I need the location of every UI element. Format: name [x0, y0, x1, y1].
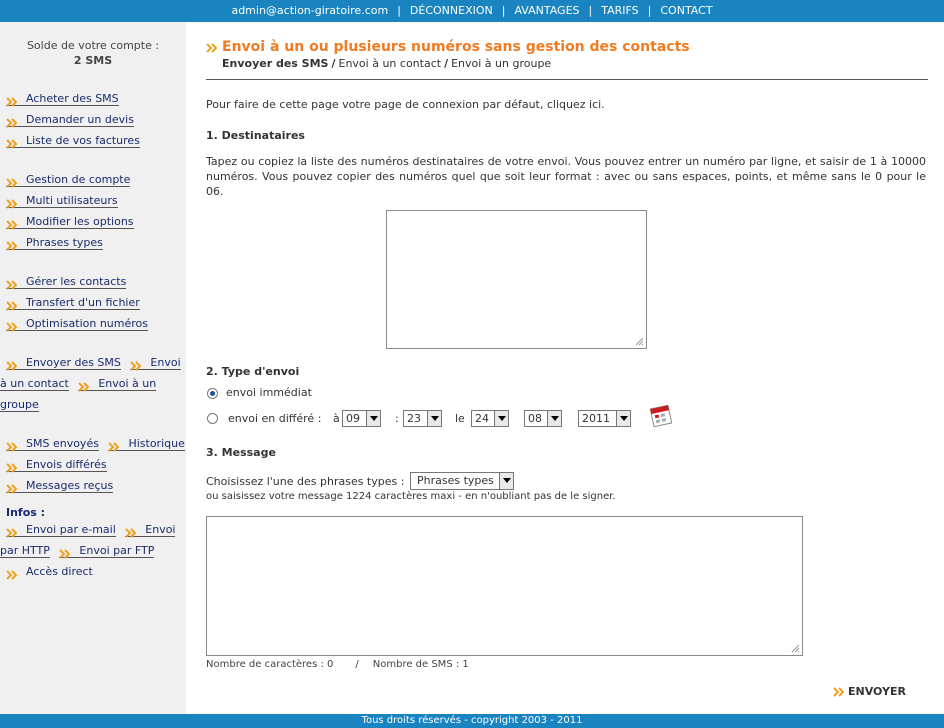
sms-count: Nombre de SMS : 1	[372, 659, 469, 670]
chevron-down-icon	[616, 411, 630, 426]
avantages-link[interactable]: AVANTAGES	[514, 4, 580, 17]
subnav-send-contact[interactable]: Envoi à un contact	[338, 57, 442, 70]
radio-deferred-label: envoi en différé :	[228, 412, 322, 425]
day-select[interactable]: 24	[471, 410, 509, 427]
at-label: à	[333, 412, 340, 425]
copyright-text: Tous droits réservés - copyright 2003 - 2011	[361, 715, 583, 726]
sidebar-item-direct-access[interactable]: Accès direct	[6, 565, 93, 578]
double-chevron-icon	[6, 199, 18, 209]
double-chevron-icon	[833, 687, 845, 697]
sidebar-item-deferred[interactable]: Envois différés	[6, 458, 107, 472]
double-chevron-icon	[108, 442, 120, 452]
breadcrumb: Envoyer des SMS / Envoi à un contact / Envoi à un groupe	[222, 57, 552, 70]
account-email: admin@action-giratoire.com	[231, 4, 389, 17]
chevron-down-icon	[547, 411, 561, 426]
radio-immediate-row	[206, 384, 928, 406]
double-chevron-icon	[6, 97, 18, 107]
minute-select[interactable]: 23	[403, 410, 442, 427]
nav-group-purchase	[0, 88, 186, 151]
top-bar: admin@action-giratoire.com | DÉCONNEXION | AVANTAGES | TARIFS | CONTACT	[0, 0, 944, 22]
double-chevron-icon	[6, 463, 18, 473]
footer	[0, 714, 944, 728]
sidebar-item-send-sms[interactable]: Envoyer des SMS	[6, 356, 121, 370]
sidebar-item-contacts[interactable]: Gérer les contacts	[6, 275, 126, 289]
month-select[interactable]: 08	[524, 410, 562, 427]
sidebar-item-email[interactable]: Envoi par e-mail	[6, 523, 116, 537]
sidebar-item-number-optimization[interactable]: Optimisation numéros	[6, 317, 148, 331]
chevron-down-icon	[499, 473, 513, 489]
message-hint: ou saisissez votre message 1224 caractères maxi - en n'oubliant pas de le signer.	[206, 491, 616, 502]
sidebar-item-buy-sms[interactable]: Acheter des SMS	[6, 92, 119, 106]
recipients-textarea[interactable]	[386, 210, 647, 349]
radio-immediate-label: envoi immédiat	[226, 386, 312, 399]
logout-link[interactable]: DÉCONNEXION	[409, 4, 493, 17]
sidebar-item-phrases[interactable]: Phrases types	[6, 236, 103, 250]
sidebar-item-options[interactable]: Modifier les options	[6, 215, 134, 229]
radio-deferred[interactable]	[207, 413, 218, 424]
sidebar-item-send-contact[interactable]: Envoi à un contact	[0, 356, 181, 390]
double-chevron-icon	[6, 484, 18, 494]
sidebar-item-multi-users[interactable]: Multi utilisateurs	[6, 194, 118, 208]
message-counters: Nombre de caractères : 0 / Nombre de SMS : 1	[206, 659, 469, 670]
phrases-label: Choisissez l'une des phrases types :	[206, 475, 405, 488]
sidebar-item-account[interactable]: Gestion de compte	[6, 173, 130, 187]
double-chevron-icon	[6, 570, 18, 580]
double-chevron-icon	[6, 139, 18, 149]
nav-group-contacts	[0, 271, 186, 334]
recipients-description: Tapez ou copiez la liste des numéros destinataires de votre envoi. Vous pouvez entrer un numéro par ligne, et saisir de 1 à 10000 numéros. Vous pouvez copier des numéros quel que soit leur format : avec ou sans espaces, points, et même sans le 0 pour le 06.	[206, 155, 926, 198]
sidebar-item-received[interactable]: Messages reçus	[6, 479, 113, 493]
double-chevron-icon	[125, 528, 137, 538]
sidebar-item-history[interactable]: Historique	[108, 437, 184, 451]
double-chevron-icon	[6, 220, 18, 230]
resize-grip-icon[interactable]	[791, 644, 800, 653]
infos-heading: Infos :	[6, 506, 46, 519]
resize-grip-icon[interactable]	[635, 337, 644, 346]
double-chevron-icon	[206, 43, 218, 53]
chevron-down-icon	[494, 411, 508, 426]
sidebar-item-http[interactable]: Envoi par HTTP	[0, 523, 176, 557]
double-chevron-icon	[130, 361, 142, 371]
section-type-title: 2. Type d'envoi	[206, 365, 300, 378]
nav-group-infos	[0, 519, 186, 561]
double-chevron-icon	[6, 442, 18, 452]
sidebar-item-file-transfer[interactable]: Transfert d'un fichier	[6, 296, 140, 310]
send-button[interactable]: ENVOYER	[833, 685, 906, 698]
section-message-title: 3. Message	[206, 446, 276, 459]
double-chevron-icon	[6, 178, 18, 188]
page-title: Envoi à un ou plusieurs numéros sans gestion des contacts	[206, 39, 928, 55]
calendar-icon[interactable]	[648, 402, 674, 428]
phrases-select[interactable]: Phrases types	[410, 472, 514, 490]
sidebar-item-send-group[interactable]: Envoi à un groupe	[0, 377, 157, 411]
set-default-page-link[interactable]: Pour faire de cette page votre page de connexion par défaut, cliquez ici.	[206, 98, 605, 111]
contact-link[interactable]: CONTACT	[660, 4, 713, 17]
balance-value: 2 SMS	[73, 54, 113, 67]
year-select[interactable]: 2011	[578, 410, 631, 427]
radio-deferred-row	[206, 408, 928, 430]
double-chevron-icon	[78, 382, 90, 392]
nav-group-send	[0, 352, 186, 415]
double-chevron-icon	[6, 280, 18, 290]
section-recipients-title: 1. Destinataires	[206, 129, 305, 142]
sidebar-item-ftp[interactable]: Envoi par FTP	[59, 544, 154, 558]
colon-label: :	[395, 412, 399, 425]
sidebar	[0, 22, 186, 714]
double-chevron-icon	[6, 301, 18, 311]
main-content	[206, 22, 928, 698]
account-balance	[0, 38, 186, 68]
message-textarea[interactable]	[206, 516, 803, 656]
double-chevron-icon	[6, 322, 18, 332]
subnav-send-sms[interactable]: Envoyer des SMS	[222, 57, 329, 70]
le-label: le	[455, 412, 465, 425]
double-chevron-icon	[59, 549, 71, 559]
char-count: Nombre de caractères : 0	[206, 659, 334, 670]
radio-immediate[interactable]	[207, 388, 218, 399]
double-chevron-icon	[6, 361, 18, 371]
sidebar-item-quote[interactable]: Demander un devis	[6, 113, 134, 127]
tarifs-link[interactable]: TARIFS	[601, 4, 639, 17]
hour-select[interactable]: 09	[342, 410, 381, 427]
chevron-down-icon	[427, 411, 441, 426]
double-chevron-icon	[6, 241, 18, 251]
sidebar-item-sent-sms[interactable]: SMS envoyés	[6, 437, 99, 451]
balance-label: Solde de votre compte :	[26, 39, 160, 52]
nav-group-history	[0, 433, 186, 496]
double-chevron-icon	[6, 118, 18, 128]
chevron-down-icon	[366, 411, 380, 426]
phrases-row	[206, 473, 928, 491]
divider	[206, 79, 928, 80]
nav-group-account	[0, 169, 186, 253]
subnav-send-group[interactable]: Envoi à un groupe	[451, 57, 552, 70]
sidebar-item-invoices[interactable]: Liste de vos factures	[6, 134, 140, 148]
double-chevron-icon	[6, 528, 18, 538]
